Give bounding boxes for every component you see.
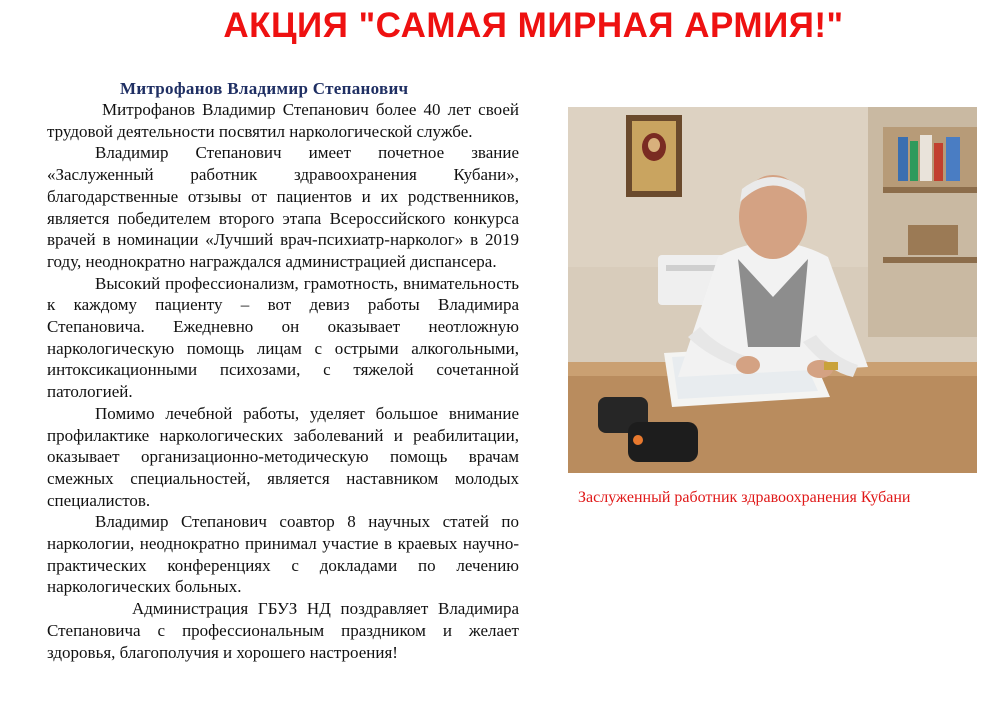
article-paragraph: Владимир Степанович соавтор 8 научных статей по наркологии, неоднократно принимал участие в краевых научно-практических конференциях с докладами по лечению наркологических больных. [47,512,519,597]
article-paragraph: Администрация ГБУЗ НД поздравляет Владимира Степановича с профессиональным праздником и желает здоровья, благополучия и хорошего настроения! [47,599,519,662]
page-title: АКЦИЯ "САМАЯ МИРНАЯ АРМИЯ!" [223,6,844,45]
article-paragraph: Высокий профессионализм, грамотность, внимательность к каждому пациенту – вот девиз работы Владимира Степановича. Ежедневно он оказывает неотложную наркологическую помощь лицам с острыми алкогольными, интоксикационными психозами, с тяжелой сочетанной патологией. [47,273,519,402]
article-paragraph: Владимир Степанович имеет почетное звание «Заслуженный работник здравоохранения Кубани», благодарственные отзывы от пациентов и их родственников, является победителем второго этапа Всероссийского конкурса врачей в номинации «Лучший врач-психиатр-нарколог» в 2019 году, неоднократно награждался администрацией диспансера. [47,143,519,271]
article-paragraph: Помимо лечебной работы, уделяет большое внимание профилактике наркологических заболеваний и реабилитации, оказывает организационно-методическую помощь врачам смежных специальностей, является наставником молодых специалистов. [47,403,519,510]
article-paragraph: Митрофанов Владимир Степанович более 40 лет своей трудовой деятельности посвятил наркологической службе. [47,100,519,141]
photo-caption: Заслуженный работник здравоохранения Кубани [578,489,911,506]
doctor-photo [568,107,977,473]
article-body [47,99,519,663]
article-heading: Митрофанов Владимир Степанович [120,79,409,98]
